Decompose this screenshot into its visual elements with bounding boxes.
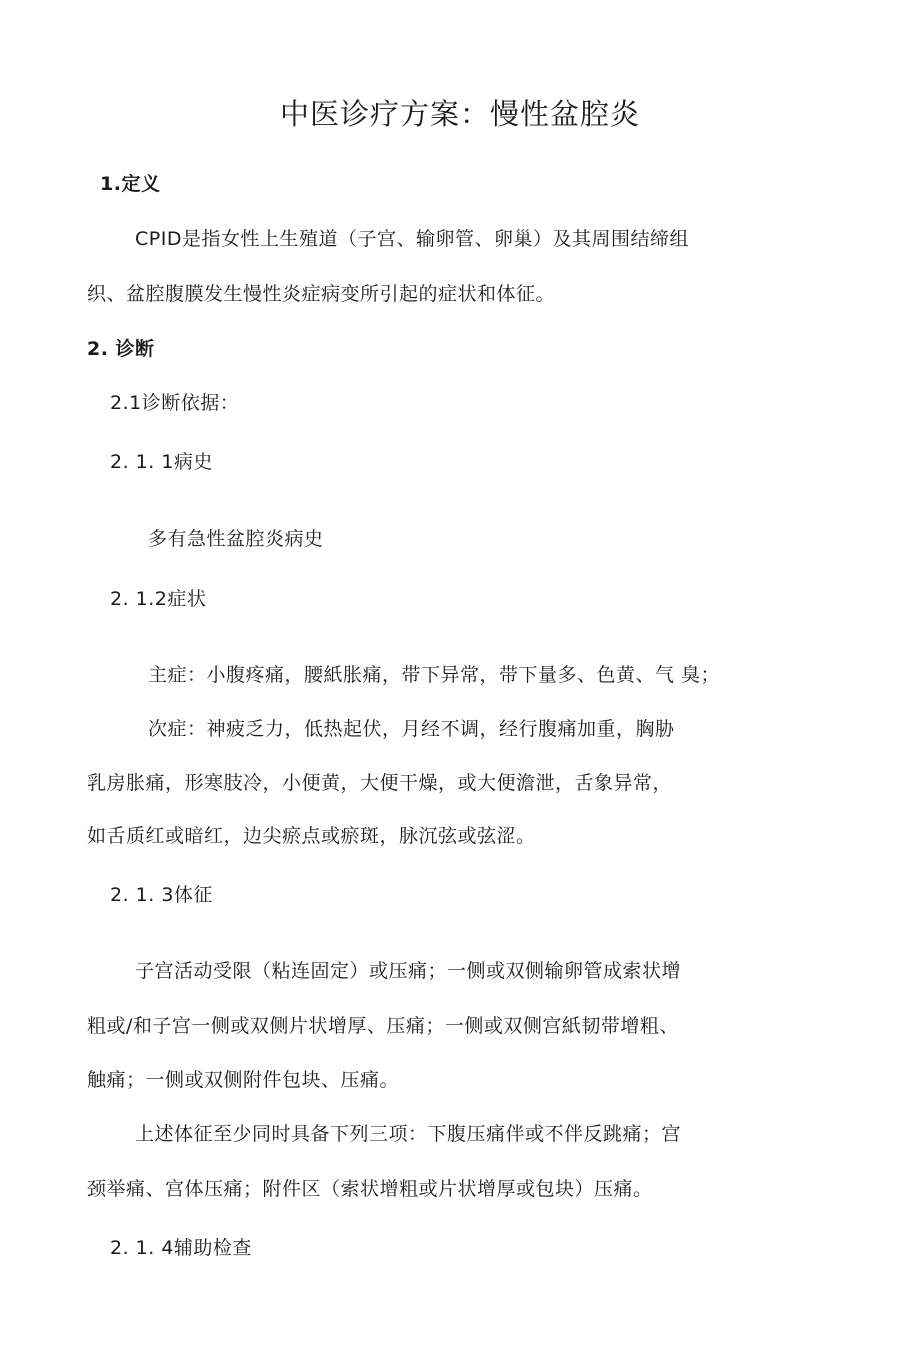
section-1-heading: 1.定义 [100,173,161,195]
signs-p1-line-2: 粗或/和子宫一侧或双侧片状增厚、压痛；一侧或双侧宫紙韧带增粗、 [87,1015,679,1037]
section-2-1-4-heading: 2. 1. 4辅助检查 [110,1237,252,1259]
signs-p2-line-1: 上述体征至少同时具备下列三项：下腹压痛伴或不伴反跳痛；宫 [135,1123,682,1145]
history-text: 多有急性盆腔炎病史 [148,528,324,550]
signs-p1-line-3: 触痛；一侧或双侧附件包块、压痛。 [87,1069,400,1091]
definition-line-2: 织、盆腔腹膜发生慢性炎症病变所引起的症状和体征。 [87,283,556,305]
secondary-symptoms-line-3: 如舌质红或暗红，边尖瘀点或瘀斑，脉沉弦或弦涩。 [87,825,536,847]
section-2-1-1-heading: 2. 1. 1病史 [110,451,213,473]
secondary-symptoms-line-1: 次症：神疲乏力，低热起伏，月经不调，经行腹痛加重，胸胁 [148,718,675,740]
signs-p1-line-1: 子宫活动受限（粘连固定）或压痛；一侧或双侧输卵管成索状增 [135,960,682,982]
section-2-1-heading: 2.1诊断依据： [110,392,240,414]
secondary-symptoms-line-2: 乳房胀痛，形寒肢冷，小便黄，大便干燥，或大便澹泄，舌象异常， [87,772,673,794]
main-symptoms: 主症：小腹疼痛，腰紙胀痛，带下异常，带下量多、色黄、气 臭； [148,664,721,686]
document-title: 中医诊疗方案：慢性盆腔炎 [279,97,640,131]
section-2-1-3-heading: 2. 1. 3体征 [110,884,213,906]
definition-line-1: CPID是指女性上生殖道（子宫、输卵管、卵巢）及其周围结缔组 [135,228,689,250]
signs-p2-line-2: 颈举痛、宫体压痛；附件区（索状增粗或片状增厚或包块）压痛。 [87,1178,653,1200]
section-2-1-2-heading: 2. 1.2症状 [110,588,207,610]
section-2-heading: 2. 诊断 [87,338,155,360]
